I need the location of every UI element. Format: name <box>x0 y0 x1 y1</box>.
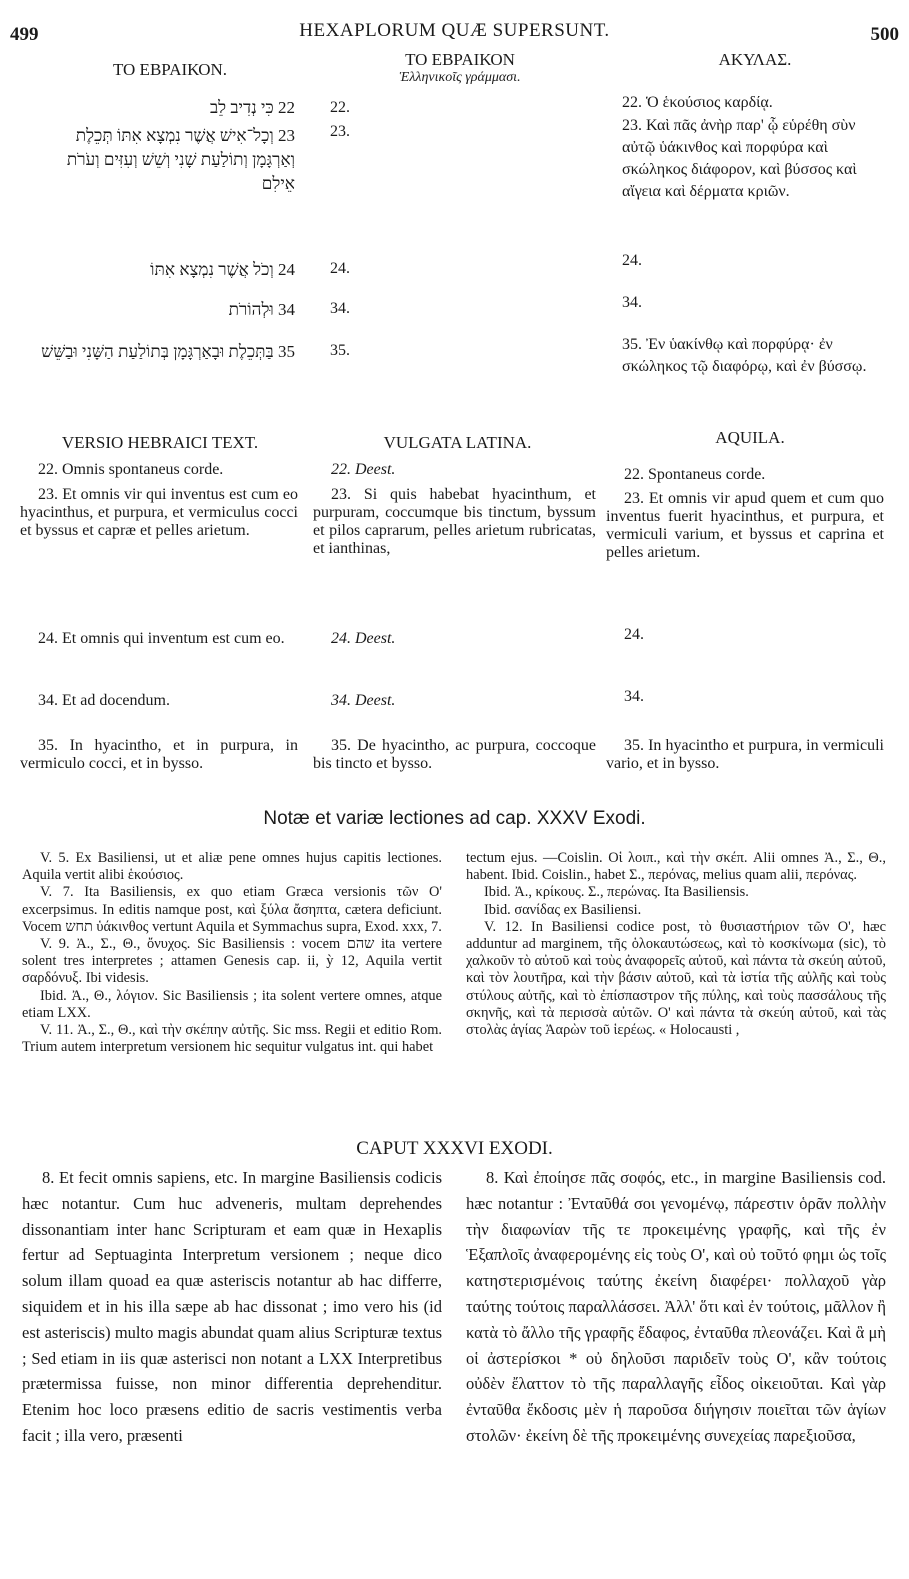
versio-verse-35: 35. In hyacintho, et in purpura, in vermiculo cocci, et in bysso. <box>20 737 298 772</box>
note-v9-ibid: Ibid. Ἀ., Θ., λόγιον. Sic Basiliensis ; ita solent vertere omnes, atque etiam LXX. <box>22 987 442 1021</box>
translit-verse-34: 34. <box>330 300 350 317</box>
notes-heading: Notæ et variæ lectiones ad cap. XXXV Exodi. <box>263 808 646 829</box>
right-page-number: 500 <box>870 24 899 45</box>
vulgata-verse-24: 24. Deest. <box>331 630 396 647</box>
translit-column-header: ΤΟ ΕΒΡΑΙΚΟΝ <box>405 50 515 69</box>
translit-verse-22: 22. <box>330 99 350 116</box>
aquila-latin-verse-23: 23. Et omnis vir apud quem et cum quo inventus fuerit hyacinthus, et purpura, et vermiculi varium, et byssus et caprina et pelles arietum. <box>606 490 884 561</box>
versio-column-header: VERSIO HEBRAICI TEXT. <box>61 433 259 452</box>
aquila-greek-verse-24: 24. <box>622 252 642 269</box>
aquila-latin-verse-24: 24. <box>624 626 644 643</box>
note-v5: V. 5. Ex Basiliensi, ut et aliæ pene omnes hujus capitis lectiones. Aquila vertit alibi ἑκούσιος. <box>22 850 442 884</box>
aquila-latin-verse-34: 34. <box>624 688 644 705</box>
aquila-greek-verse-35: 35. Ἐν ὑακίνθῳ καὶ πορφύρᾳ· ἐν σκώληκος τῷ διαφόρῳ, καὶ ἐν βύσσῳ. <box>622 336 867 375</box>
versio-verse-23: 23. Et omnis vir qui inventus est cum eo hyacinthus, et purpura, et vermiculus cocci et byssus et capræ et pelles arietum. <box>20 486 298 539</box>
chapter-greek-text: 8. Καὶ ἐποίησε πᾶς σοφός, etc., in margine Basiliensis cod. hæc notantur : Ἐνταῦθά σοι γενομένῳ, πάρεστιν ὁρᾶν πολλὴν τὴν διαφωνίαν τῆς τε προκειμένης γραφῆς, καὶ τῆς ἐν Ἑξαπλοῖς ἀναφερομένης εἰς τοὺς Ο', καὶ οὐ τοῦτό φημι ὡς τοῖς κατηστερισμένοις ταύτης ἐκείνη διαφέρει· πολλαχοῦ γὰρ ταύτης τούτοις παραλλάσσει. Ἀλλ' ὅτι καὶ ἐν τούτοις, μᾶλλον ἢ κατὰ τὸ ἄλλο τῆς γραφῆς ἔδαφος, ἐνταῦθα πλεονάζει. Καὶ ἃ μὴ οἱ ἀστερίσκοι * οὐ δηλοῦσι παριδεῖν τοὺς Ο', κἂν τούτοις οὐδὲν ἔλαττον τὸ τῆς παραλλαγῆς εἶδος οἰκειοῦται. Καὶ γὰρ ἐνταῦθα ἔκδοσις μὲν ἡ παροῦσα διήγησιν ποιεῖται τῶν ἁγίων στολῶν· ἐκείνη δὲ τῆς προκειμένης συνεχείας παρεξιοῦσα, <box>466 1168 886 1445</box>
running-head: HEXAPLORUM QUÆ SUPERSUNT. <box>299 20 610 41</box>
translit-verse-35: 35. <box>330 342 350 359</box>
chapter-latin-text: 8. Et fecit omnis sapiens, etc. In margine Basiliensis codicis hæc notantur. Cum huc adveneris, multam deprehendes dissonantiam inter hanc Scripturam et eam quæ in Hexaplis fertur ad Septuaginta Interpretum versionem ; neque dico solum illam quoad ea quæ asteriscis notantur ab hac differre, siquidem et in his illa sæpe ab hac dissonat ; imo vero his (id est asteriscis) multo magis abundat quam alius Scripturæ textus ; Sed etiam in iis quæ asterisci non notant a LXX Interpretibus prætermissa fuisse, non minor differentia deprehenditur. Etenim hoc loco præsens editio de sacris vestimentis verba facit ; illa vero, præsenti <box>22 1168 442 1445</box>
note-v11-cont: tectum ejus. —Coislin. Οἱ λοιπ., καὶ τὴν σκέπ. Alii omnes Ἀ., Σ., Θ., habent. Ibid. Coislin., habet Σ., περόνας, melius quam alii, περόνας. <box>466 850 886 884</box>
chapter-heading: CAPUT XXXVI EXODI. <box>356 1138 553 1159</box>
aquila-greek-verse-22: 22. Ὁ ἑκούσιος καρδίᾳ. <box>622 94 773 111</box>
vulgata-verse-34: 34. Deest. <box>331 692 396 709</box>
note-v7: V. 7. Ita Basiliensis, ex quo etiam Græca versionis τῶν Ο' excerpsimus. In editis namque post, καὶ ξύλα ἄσηπτα, cætera deficiunt. Vocem תחש ὑάκινθος vertunt Aquila et Symmachus supra, Exod. xxx, 7. <box>22 884 442 935</box>
versio-verse-22: 22. Omnis spontaneus corde. <box>38 461 224 478</box>
aquila-latin-verse-35: 35. In hyacintho et purpura, in vermiculi vario, et in bysso. <box>606 737 884 772</box>
translit-verse-23: 23. <box>330 123 350 140</box>
aquila-latin-verse-22: 22. Spontaneus corde. <box>624 466 766 483</box>
translit-column-subheader: Ἑλληνικοῖς γράμμασι. <box>399 70 521 85</box>
note-v9: V. 9. Ἀ., Σ., Θ., ὄνυχος. Sic Basiliensis : vocem שהם ita vertere solent tres interpretes ; attamen Genesis cap. ii, ỳ 12, Aquila vertit σαρδόνυξ. Ibi videsis. <box>22 936 442 987</box>
aquila-greek-verse-34: 34. <box>622 294 642 311</box>
hebrew-verse-35: 35 בַּתְּכֵלֶת וּבָאַרְגָּמָן בְּתוֹלַעַת הַשָּׁנִי וּבַשֵּׁשׁ <box>41 342 295 361</box>
vulgata-verse-23: 23. Si quis habebat hyacinthum, et purpuram, coccumque bis tinctum, byssum et pilos caprarum, pelles arietum rubricatas, et ianthinas, <box>313 486 596 557</box>
aquila-greek-verse-23: 23. Καὶ πᾶς ἀνὴρ παρ' ᾧ εὑρέθη σὺν αὐτῷ ὑάκινθος καὶ πορφύρα καὶ σκώληκος διάφορον, καὶ βύσσος καὶ αἴγεια καὶ δέρματα κριῶν. <box>622 117 857 200</box>
aquila-latin-column-header: AQUILA. <box>715 428 785 447</box>
note-v11-ibid-1: Ibid. Ἀ., κρίκους. Σ., περώνας. Ita Basiliensis. <box>484 884 749 901</box>
note-v11: V. 11. Ἀ., Σ., Θ., καὶ τὴν σκέπην αὐτῆς. Sic mss. Regii et editio Rom. Trium autem interpretum versionem hic sequitur vulgatus int. qui habet <box>22 1022 442 1056</box>
hebrew-verse-23: 23 וְכָל־אִישׁ אֲשֶׁר נִמְצָא אִתּוֹ תְּכֵלֶת וְאַרְגָּמָן וְתוֹלַעַת שָׁנִי וְשֵׁשׁ וְעִזִּים וְעֹרֹת אֵילִם <box>66 126 295 193</box>
aquila-greek-column-header: ΑΚΥΛΑΣ. <box>718 50 792 69</box>
versio-verse-24: 24. Et omnis qui inventum est cum eo. <box>38 630 285 647</box>
versio-verse-34: 34. Et ad docendum. <box>38 692 170 709</box>
note-v11-ibid-2: Ibid. σανίδας ex Basiliensi. <box>484 901 642 918</box>
translit-verse-24: 24. <box>330 260 350 277</box>
notes-right-column <box>466 850 886 1039</box>
hebrew-verse-22: 22 כִּי נְדִיב לֵב <box>209 98 295 117</box>
notes-left-column <box>22 850 442 1056</box>
vulgata-verse-22: 22. Deest. <box>331 461 396 478</box>
vulgata-column-header: VULGATA LATINA. <box>383 433 532 452</box>
hebrew-column-header: ΤΟ ΕΒΡΑΙΚΟΝ. <box>112 60 228 79</box>
hebrew-verse-24: 24 וְכֹל אֲשֶׁר נִמְצָא אִתּוֹ <box>150 260 295 279</box>
vulgata-verse-35: 35. De hyacintho, ac purpura, coccoque bis tincto et bysso. <box>313 737 596 772</box>
hebrew-verse-34: 34 וּלְהוֹרֹת <box>228 300 295 319</box>
note-v12: V. 12. In Basiliensi codice post, τὸ θυσιαστήριον τῶν Ο', hæc adduntur ad marginem, τῆς ὁλοκαυτώσεως, καὶ τὸ κοσκίνωμα (sic), τὸ χαλκοῦν τὸ αὐτοῦ καὶ τοὺς ἀναφορεῖς αὐτοῦ, καὶ πάντα τὰ σκεύη αὐτοῦ, καὶ τὸν λουτῆρα, καὶ τὴν βάσιν αὐτοῦ, καὶ τὰ ἱστία τῆς αὐλῆς καὶ τοὺς στύλους αὐτῆς, καὶ τὸ ἐπίσπαστρον τῆς πύλης, καὶ τοὺς πασσάλους τῆς σκηνῆς, καὶ τὰ περισσὰ αὐτῶν. Ο' καὶ πάντα τὰ σκεύη αὐτοῦ, καὶ τὰς στολὰς ἁγίας Ἀαρὼν τοῦ ἱερέως. « Holocausti , <box>466 918 886 1039</box>
left-page-number: 499 <box>10 24 39 45</box>
